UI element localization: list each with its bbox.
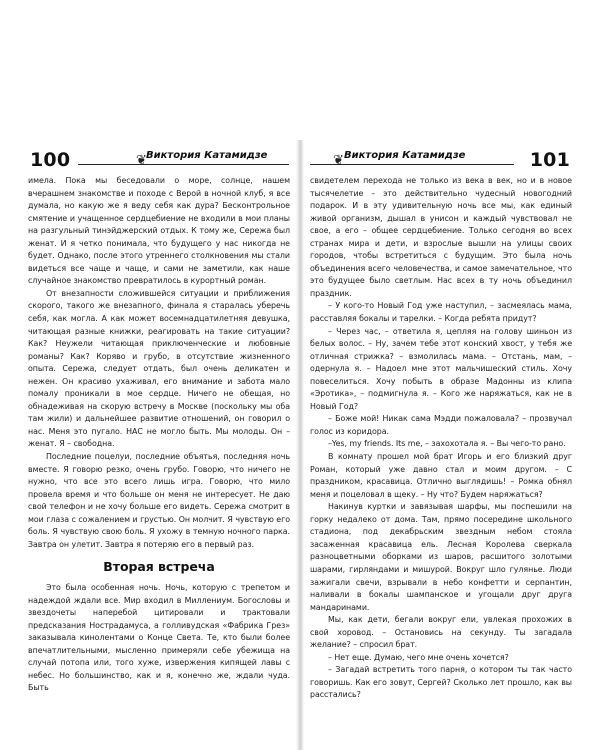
running-head-author: Виктория Катамидзе [344,150,466,161]
book-gutter [296,140,304,750]
paragraph: –Yes, my friends. Its me, – захохотала я. – Вы чего-то рано. [328,439,566,449]
page-number: 101 [529,149,570,171]
header-rule [78,164,289,165]
paragraph: – Загадай встретить того парня, о котором ты так часто говоришь. Как его зовут, Сергей? Сколько лет прошло, как вы расстались? [310,665,572,700]
paragraph: От внезапности сложившейся ситуации и приближения скорого, такого же внезапного, финала я старалась уберечь себя, как могла. А как может восемнадцатилетняя девушка, читающая разные книжки, реагировать на такие ситуации? Как? Неужели читающая приключенческие и любовные романы? Как? Коряво и грубо, в отсутствие жизненного опыта. Сережа, следует отдать, был очень деликатен и нежен. Он красиво ухаживал, его внимание и забота мало помалу проникали в мое сердце. Ничего не обещая, но обнадеживая на скорую встречу в Москве (поскольку мы оба там жили) и дальнейшее развитие отношений, он говорил о нас. Меня это пугало. НАС не могло быть. Мы молоды. Он – женат. Я – свободна. [28,288,290,449]
paragraph: Это была особенная ночь. Ночь, которую с трепетом и надеждой ждали все. Мир входил в Миллениум. Богословы и звездочеты наперебой цитировали и трактовали предсказания Нострадамуса, а голливудская «Фабрика Грез» заказывала кинолентами о Конце Света. Те, кто были более впечатлительными, мысленно примеряли себе убежища на случай потопа или, того хуже, извержения кипящей лавы с небес. Но большинство, как и я, конечно же, ждали чуда. Быть [28,582,290,693]
left-running-head [28,147,290,171]
ornament-icon: ❦ [136,153,147,168]
paragraph: имела. Пока мы беседовали о море, солнце, нашем вчерашнем знакомстве и походе с Верой в ночной клуб, я все думала, но какую же я веду себя как дура? Бесконтрольное смятение и учащенное сердцебиение не входили в мои планы на разгульный тинэйджерский отдых. К тому же, Сережа был женат. И я четко понимала, что будущего у нас никогда не будет. Однако, после этого утреннего столкновения мы стали видеться все чаще и чаще, и сами не заметили, как наше случайное знакомство превратилось в курортный роман. [28,176,290,286]
chapter-heading: Вторая встреча [103,559,215,575]
left-page [28,147,290,695]
paragraph: В комнату прошел мой брат Игорь и его близкий друг Роман, который уже давно стал и моим другом. – С праздником, красавица. Отлично выглядишь! – Ромка обнял меня и поцеловал в щеку. – Ну что? Будем наряжаться? [310,452,572,499]
running-head-author: Виктория Катамидзе [146,150,268,161]
paragraph: Последние поцелуи, последние объятья, последняя ночь вместе. Я говорю резко, очень грубо. Говорю, что ничего не нужно, что все это всего лишь игра. Говорю, что мило провела время и что больше он меня не интересует. Не даю свой телефон и не хочу больше его видеть. Сережа смотрит в мои глаза с сожалением и грустью. Он молчит. Я чувствую его боль. Я чувствую свою боль. Я ухожу в темную ночного парка. Завтра он улетит. Завтра я потеряю его в первый раз. [28,452,290,549]
right-page [310,147,572,702]
ornament-icon: ❦ [333,153,344,168]
paragraph: – Боже мой! Никак сама Мэдди пожаловала? – прозвучал голос из коридора. [310,414,572,436]
paragraph: Накинув куртки и завязывая шарфы, мы поспешили на горку недалеко от дома. Там, прямо посередине школьного стадиона, под декабрьским звездным небом стояла засаженная красавица ель. Лесная Королева сверкала разноцветными оборками из шаров, расшитого золотыми шарами, гирляндами и мишурой. Вокруг шло гулянье. Люди зажигали свечи, взрывали в небо конфетти и серпантин, наливали в бокалы шампанское и угощали друг друга мандаринами. [310,502,572,612]
paragraph: – Нет еще. Думаю, чего мне очень хочется? [328,652,509,662]
paragraph: – Через час, – ответила я, цепляя на голову шиньон из белых волос. – Ну, зачем тебе этот конский хвост, у тебя же отличная стрижка? – взмолилась мама. – Отстань, мам, – одернула я. – Надоел мне этот мальчишеский стиль. Хочу повеселиться. Хочу побыть в образе Мадонны из клипа «Эротика», – подмигнула я. – Кого же наряжаться, как не в Новый Год? [310,326,572,411]
paragraph: – У кого-то Новый Год уже наступил, – засмеялась мама, расставляя бокалы и тарелки. – Когда ребята придут? [310,301,572,324]
page-number: 100 [30,149,71,171]
right-running-head [310,147,572,171]
left-page-text [28,175,290,695]
header-rule [310,164,514,165]
paragraph: Мы, как дети, бегали вокруг ели, увлекая прохожих в свой хоровод. – Остановись на секунду. Ты загадала желание? – спросил брат. [310,615,572,650]
paragraph: свидетелем перехода не только из века в век, но и в новое тысячелетие – это действительно чудесный новогодний подарок. И в эту удивительную ночь все мы, как единый живой организм, дышал в унисон и каждый чувствовал не свое, а его – общее сердцебиение. Только сегодня во всех странах мира и дети, и взрослые вышли на улицы своих городов, чтобы встретиться с будущим. Это была ночь объединения всего человечества, и самое замечательное, что это будущее было светлым. Нас всех в ту ночь объединил праздник. [310,176,572,298]
right-page-text [310,175,572,702]
